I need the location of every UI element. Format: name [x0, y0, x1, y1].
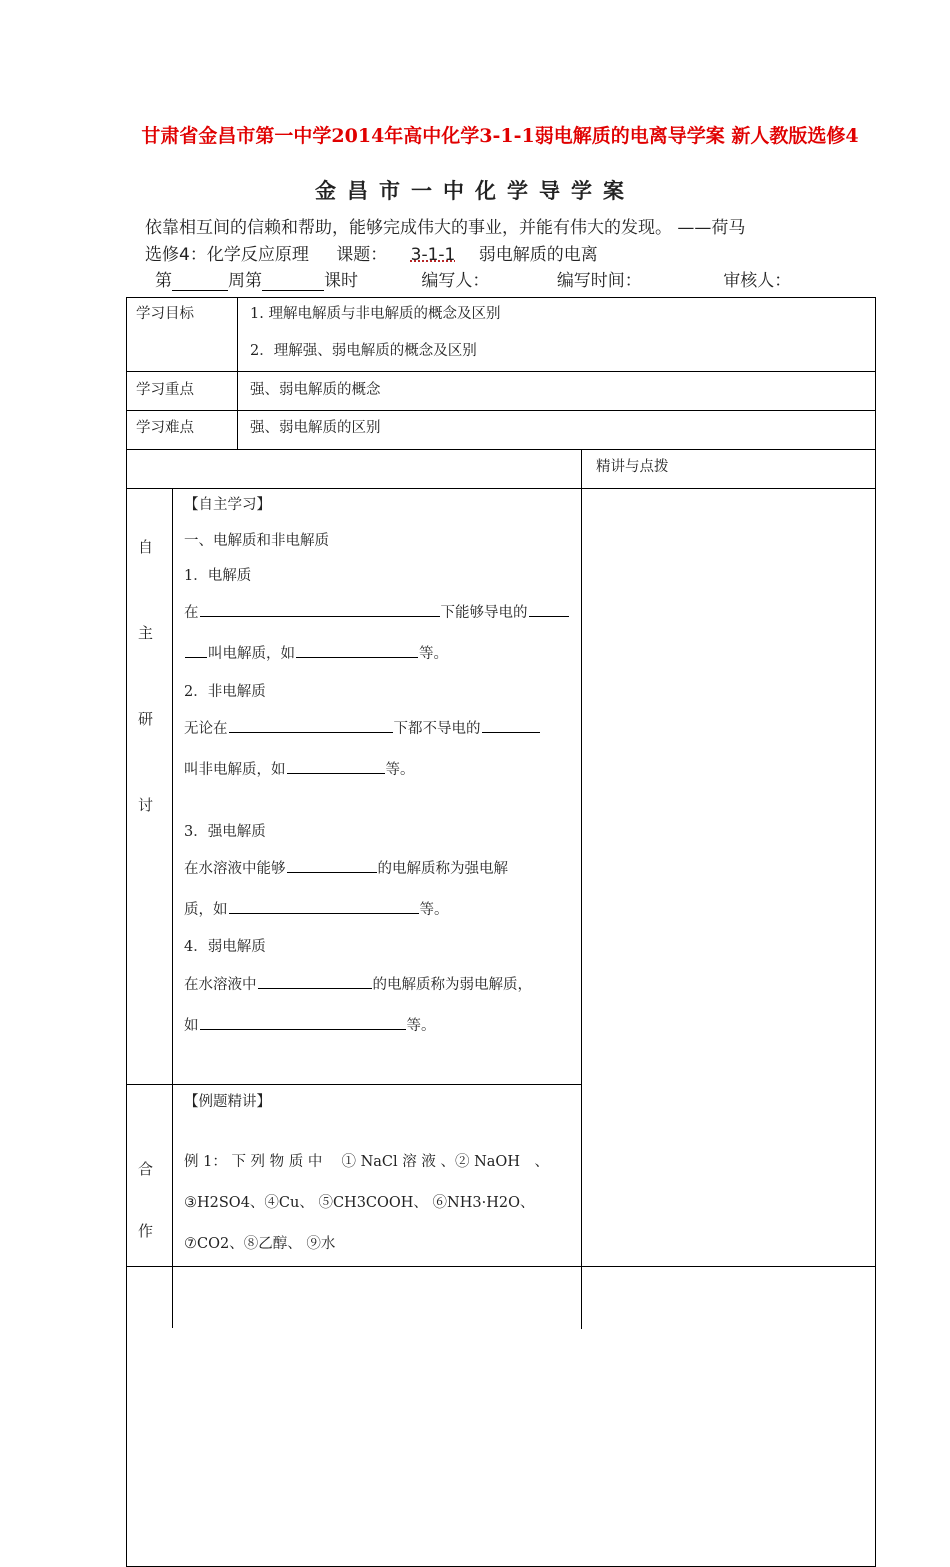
- text: 下都不导电的: [393, 721, 481, 737]
- section-char: 合: [138, 1160, 154, 1178]
- row-divider: [126, 449, 876, 450]
- fill-line: [184, 601, 570, 622]
- fill-blank[interactable]: [482, 719, 540, 733]
- row-divider: [126, 1084, 581, 1085]
- fill-blank[interactable]: [529, 603, 569, 617]
- section-heading: 一、电解质和非电解质: [184, 533, 329, 549]
- text: 无论在: [184, 721, 228, 737]
- text: 等。: [385, 762, 415, 778]
- focus-label: 学习重点: [136, 382, 194, 398]
- row-divider: [126, 410, 876, 411]
- text: 等。: [406, 1018, 436, 1034]
- col-divider: [581, 449, 582, 1329]
- difficulty-text: 强、弱电解质的区别: [250, 420, 381, 436]
- subheading: 4．弱电解质: [184, 939, 266, 955]
- writer-label: 编写人：: [421, 271, 490, 291]
- fill-blank[interactable]: [200, 1016, 406, 1030]
- section-char: 主: [138, 624, 154, 642]
- subheading: 3．强电解质: [184, 824, 266, 840]
- fill-line: [184, 898, 449, 919]
- text: 叫非电解质，如: [184, 762, 286, 778]
- motto: 依靠相互间的信赖和帮助，能够完成伟大的事业，并能有伟大的发现。 ——荷马: [145, 218, 746, 238]
- example-line: ③H2SO4、④Cu、 ⑤CH3COOH、 ⑥NH3·H2O、: [184, 1195, 535, 1211]
- text: 下能够导电的: [440, 605, 528, 621]
- fill-line: [184, 1014, 436, 1035]
- focus-text: 强、弱电解质的概念: [250, 382, 381, 398]
- col-divider: [237, 297, 238, 449]
- text: 质，如: [184, 902, 228, 918]
- week-blank[interactable]: [172, 276, 228, 291]
- text: 的电解质称为弱电解质，: [372, 977, 532, 993]
- self-study-header: 【自主学习】: [184, 497, 271, 513]
- fill-line: [184, 642, 448, 663]
- fill-blank[interactable]: [258, 975, 372, 989]
- fill-blank[interactable]: [287, 760, 385, 774]
- text: 在: [184, 605, 199, 621]
- fill-line: [184, 973, 532, 994]
- fill-blank[interactable]: [229, 900, 419, 914]
- row-divider: [126, 371, 876, 372]
- fill-line: [184, 857, 508, 878]
- text: 等。: [419, 646, 448, 662]
- example-header: 【例题精讲】: [184, 1094, 271, 1110]
- week-mid: 周第: [228, 271, 262, 291]
- topic-code: 3-1-1: [410, 245, 456, 265]
- fill-blank[interactable]: [287, 859, 377, 873]
- fill-blank[interactable]: [229, 719, 393, 733]
- reviewer-label: 审核人：: [723, 271, 792, 291]
- document-title: 甘肃省金昌市第一中学2014年高中化学3-1-1弱电解质的电离导学案 新人教版选修4: [141, 125, 859, 147]
- notes-header: 精讲与点拨: [596, 459, 669, 475]
- text: 叫电解质，如: [208, 646, 295, 662]
- period-label: 课时: [324, 271, 358, 291]
- document-subtitle: 金昌市一中化学导学案: [315, 179, 635, 203]
- info-line: [155, 266, 791, 291]
- write-time-label: 编写时间：: [556, 271, 642, 291]
- topic-label: 课题：: [336, 245, 388, 265]
- fill-line: [184, 758, 415, 779]
- subheading: 1．电解质: [184, 568, 252, 584]
- section-char: 研: [138, 710, 154, 728]
- fill-blank[interactable]: [200, 603, 440, 617]
- fill-blank[interactable]: [296, 644, 418, 658]
- course-line: [145, 240, 598, 265]
- example-line: ⑦CO2、⑧乙醇、 ⑨水: [184, 1236, 336, 1252]
- col-divider: [172, 488, 173, 1328]
- section-char: 讨: [138, 796, 154, 814]
- fill-blank[interactable]: [185, 644, 207, 658]
- section-char: 作: [138, 1222, 154, 1240]
- table-bottom: [126, 1266, 876, 1267]
- difficulty-label: 学习难点: [136, 420, 194, 436]
- goal-item: 1. 理解电解质与非电解质的概念及区别: [250, 306, 501, 322]
- text: 等。: [419, 902, 449, 918]
- week-prefix: 第: [155, 271, 172, 291]
- course-prefix: 选修4：化学反应原理: [145, 245, 309, 265]
- goal-item: 2．理解强、弱电解质的概念及区别: [250, 343, 477, 359]
- topic-name: 弱电解质的电离: [478, 245, 598, 265]
- text: 在水溶液中: [184, 977, 257, 993]
- section-char: 自: [138, 538, 154, 556]
- period-blank[interactable]: [262, 276, 324, 291]
- text: 在水溶液中能够: [184, 861, 286, 877]
- subheading: 2．非电解质: [184, 684, 266, 700]
- example-line: 例 1： 下 列 物 质 中 ① NaCl 溶 液 、② NaOH 、: [184, 1154, 549, 1170]
- row-divider: [126, 488, 876, 489]
- fill-line: [184, 717, 541, 738]
- goals-label: 学习目标: [136, 306, 194, 322]
- text: 如: [184, 1018, 199, 1034]
- text: 的电解质称为强电解: [377, 861, 508, 877]
